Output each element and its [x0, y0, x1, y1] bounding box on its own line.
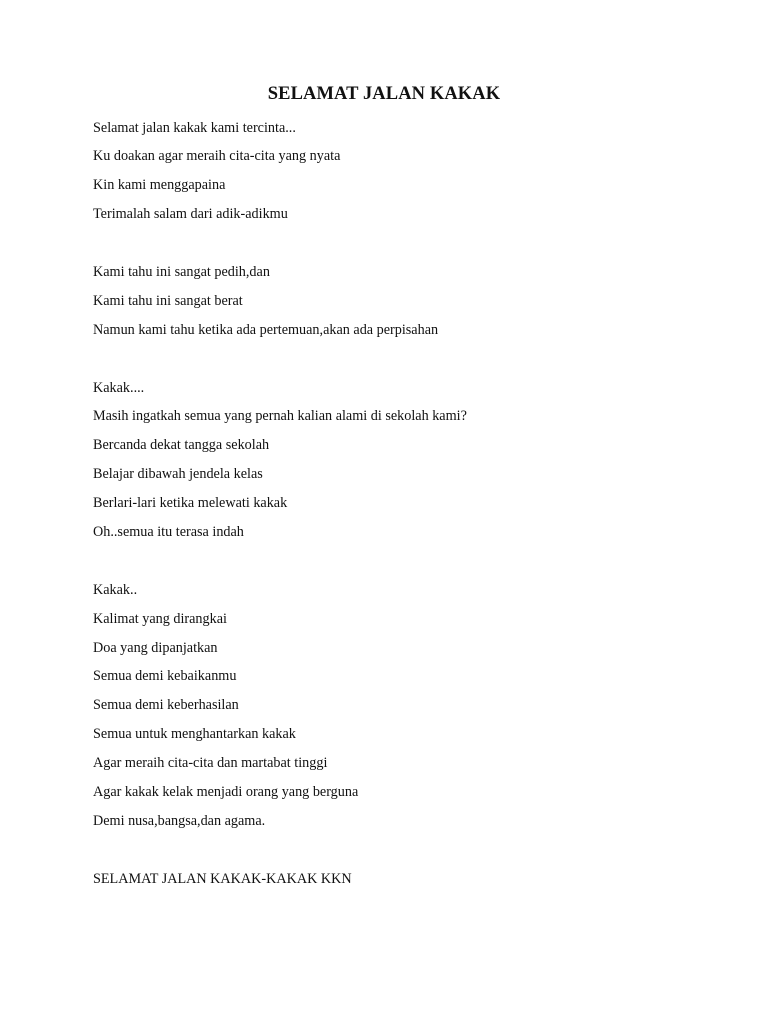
poem-line: Terimalah salam dari adik-adikmu: [93, 206, 288, 223]
poem-line: Kalimat yang dirangkai: [93, 610, 227, 627]
poem-line: Kami tahu ini sangat pedih,dan: [93, 263, 270, 280]
poem-line: Belajar dibawah jendela kelas: [93, 466, 263, 483]
stanza-spacer: [93, 836, 467, 865]
poem-body: [93, 114, 467, 894]
poem-line: Ku doakan agar meraih cita-cita yang nyata: [93, 148, 341, 165]
stanza-spacer: [93, 547, 467, 576]
poem-line: SELAMAT JALAN KAKAK-KAKAK KKN: [93, 870, 352, 887]
poem-line: Agar kakak kelak menjadi orang yang berguna: [93, 783, 359, 800]
poem-line: Berlari-lari ketika melewati kakak: [93, 495, 288, 512]
poem-line: Kakak..: [93, 581, 138, 598]
poem-line: Kin kami menggapaina: [93, 177, 226, 194]
poem-line: Kakak....: [93, 379, 145, 396]
poem-line: Bercanda dekat tangga sekolah: [93, 437, 270, 454]
poem-line: Demi nusa,bangsa,dan agama.: [93, 812, 266, 829]
stanza-spacer: [93, 345, 467, 374]
poem-line: Semua untuk menghantarkan kakak: [93, 726, 296, 743]
poem-line: Oh..semua itu terasa indah: [93, 523, 244, 540]
poem-line: Namun kami tahu ketika ada pertemuan,akan ada perpisahan: [93, 321, 439, 338]
poem-line: Doa yang dipanjatkan: [93, 639, 218, 656]
poem-line: Agar meraih cita-cita dan martabat tinggi: [93, 755, 328, 772]
poem-line: Kami tahu ini sangat berat: [93, 292, 243, 309]
poem-line: Selamat jalan kakak kami tercinta...: [93, 119, 296, 136]
document-title: SELAMAT JALAN KAKAK: [267, 84, 501, 104]
stanza-spacer: [93, 229, 467, 258]
poem-line: Semua demi kebaikanmu: [93, 668, 237, 685]
poem-line: Masih ingatkah semua yang pernah kalian alami di sekolah kami?: [93, 408, 467, 425]
poem-line: Semua demi keberhasilan: [93, 697, 239, 714]
